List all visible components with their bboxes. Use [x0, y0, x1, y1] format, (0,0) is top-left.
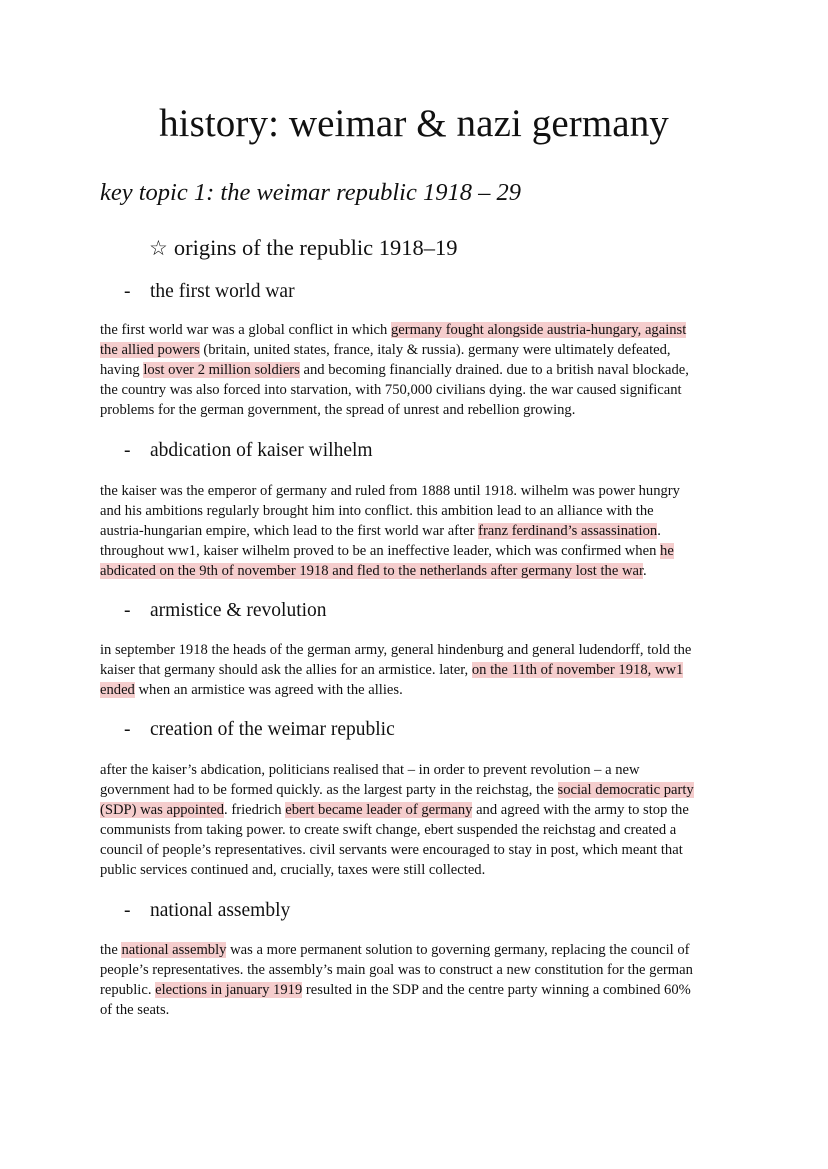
body-text: resulted in the SDP and the centre party winning a combined 60% — [302, 982, 691, 998]
body-text: was a more permanent solution to governing germany, replacing the council of — [226, 942, 690, 958]
highlighted-text: franz ferdinand’s assassination — [478, 523, 658, 539]
paragraph-line — [100, 760, 724, 780]
body-text: problems for the german government, the spread of unrest and rebellion growing. — [100, 402, 576, 418]
body-text: and agreed with the army to stop the — [472, 802, 689, 818]
paragraph-line — [100, 860, 724, 880]
body-text: of the seats. — [100, 1002, 170, 1018]
body-text: the country was also forced into starvation, with 750,000 civilians dying. the war caused significant — [100, 382, 682, 398]
paragraph-line — [100, 980, 724, 1000]
paragraph-line — [100, 660, 724, 680]
highlighted-text: (SDP) was appointed — [100, 802, 225, 818]
paragraph-line — [100, 840, 724, 860]
highlighted-text: on the 11th of november 1918, ww1 — [471, 662, 684, 678]
body-text: austria-hungarian empire, which lead to the first world war after — [100, 523, 479, 539]
highlighted-text: germany fought alongside austria-hungary, against — [390, 322, 687, 338]
paragraph-national-assembly — [100, 940, 724, 1020]
paragraph-line — [100, 780, 724, 800]
paragraph-line — [100, 1000, 724, 1020]
paragraph-line — [100, 360, 724, 380]
body-text: after the kaiser’s abdication, politicians realised that – in order to prevent revolution – a new — [100, 762, 640, 778]
paragraph-line — [100, 541, 724, 561]
section-heading-label: national assembly — [150, 900, 291, 921]
paragraph-armistice — [100, 640, 724, 700]
paragraph-line — [100, 340, 724, 360]
section-heading-creation-of-republic — [124, 717, 395, 743]
highlighted-text: lost over 2 million soldiers — [143, 362, 300, 378]
section-heading-label: armistice & revolution — [150, 600, 327, 621]
body-text: kaiser that germany should ask the allies for an armistice. later, — [100, 662, 472, 678]
paragraph-line — [100, 800, 724, 820]
highlighted-text: the allied powers — [100, 342, 200, 358]
paragraph-abdication — [100, 481, 724, 581]
section-heading-label: abdication of kaiser wilhelm — [150, 440, 373, 461]
subtopic-heading — [149, 232, 458, 264]
highlighted-text: ended — [100, 682, 135, 698]
star-outline-icon: ☆ — [149, 236, 168, 260]
body-text: . — [657, 523, 661, 539]
body-text: government had to be formed quickly. as the largest party in the reichstag, the — [100, 782, 558, 798]
body-text: throughout ww1, kaiser wilhelm proved to be an ineffective leader, which was confirmed when — [100, 543, 661, 559]
body-text: and becoming financially drained. due to a british naval blockade, — [299, 362, 689, 378]
body-text: the first world war was a global conflict in which — [100, 322, 391, 338]
paragraph-line — [100, 320, 724, 340]
key-topic-heading: key topic 1: the weimar republic 1918 – 29 — [100, 179, 521, 206]
bullet-dash: - — [124, 600, 131, 621]
bullet-dash: - — [124, 719, 131, 740]
body-text: . friedrich — [224, 802, 286, 818]
body-text: the kaiser was the emperor of germany and ruled from 1888 until 1918. wilhelm was power hungry — [100, 483, 680, 499]
bullet-dash: - — [124, 440, 131, 461]
highlighted-text: he — [660, 543, 674, 559]
paragraph-line — [100, 940, 724, 960]
highlighted-text: social democratic party — [557, 782, 694, 798]
document-title: history: weimar & nazi germany — [159, 102, 669, 145]
bullet-dash: - — [124, 900, 131, 921]
body-text: the — [100, 942, 122, 958]
paragraph-first-world-war — [100, 320, 724, 420]
body-text: republic. — [100, 982, 156, 998]
paragraph-line — [100, 960, 724, 980]
paragraph-line — [100, 561, 724, 581]
bullet-dash: - — [124, 281, 131, 302]
highlighted-text: abdicated on the 9th of november 1918 and fled to the netherlands after germany lost the war — [100, 563, 644, 579]
paragraph-line — [100, 501, 724, 521]
paragraph-line — [100, 640, 724, 660]
paragraph-line — [100, 400, 724, 420]
paragraph-line — [100, 680, 724, 700]
section-heading-armistice — [124, 598, 327, 624]
body-text: communists from taking power. to create swift change, ebert suspended the reichstag and created a — [100, 822, 677, 838]
section-heading-first-world-war — [124, 279, 295, 305]
body-text: council of people’s representatives. civil servants were encouraged to stay in post, which meant that — [100, 842, 683, 858]
body-text: public services continued and, crucially, taxes were still collected. — [100, 862, 486, 878]
paragraph-line — [100, 820, 724, 840]
section-heading-label: the first world war — [150, 281, 295, 302]
section-heading-national-assembly — [124, 898, 290, 924]
body-text: and his ambitions regularly brought him into conflict. this ambition lead to an alliance with the — [100, 503, 654, 519]
body-text: when an armistice was agreed with the allies. — [134, 682, 403, 698]
paragraph-line — [100, 481, 724, 501]
body-text: having — [100, 362, 144, 378]
body-text: (britain, united states, france, italy & russia). germany were ultimately defeated, — [199, 342, 671, 358]
section-heading-label: creation of the weimar republic — [150, 719, 395, 740]
section-heading-abdication — [124, 438, 373, 464]
subtopic-label: origins of the republic 1918–19 — [173, 235, 458, 260]
highlighted-text: ebert became leader of germany — [285, 802, 473, 818]
highlighted-text: elections in january 1919 — [155, 982, 303, 998]
highlighted-text: national assembly — [121, 942, 227, 958]
paragraph-line — [100, 380, 724, 400]
body-text: people’s representatives. the assembly’s main goal was to construct a new constitution for the german — [100, 962, 693, 978]
body-text: . — [643, 563, 647, 579]
paragraph-creation-of-republic — [100, 760, 724, 880]
body-text: in september 1918 the heads of the german army, general hindenburg and general ludendorff, told the — [100, 642, 692, 658]
paragraph-line — [100, 521, 724, 541]
